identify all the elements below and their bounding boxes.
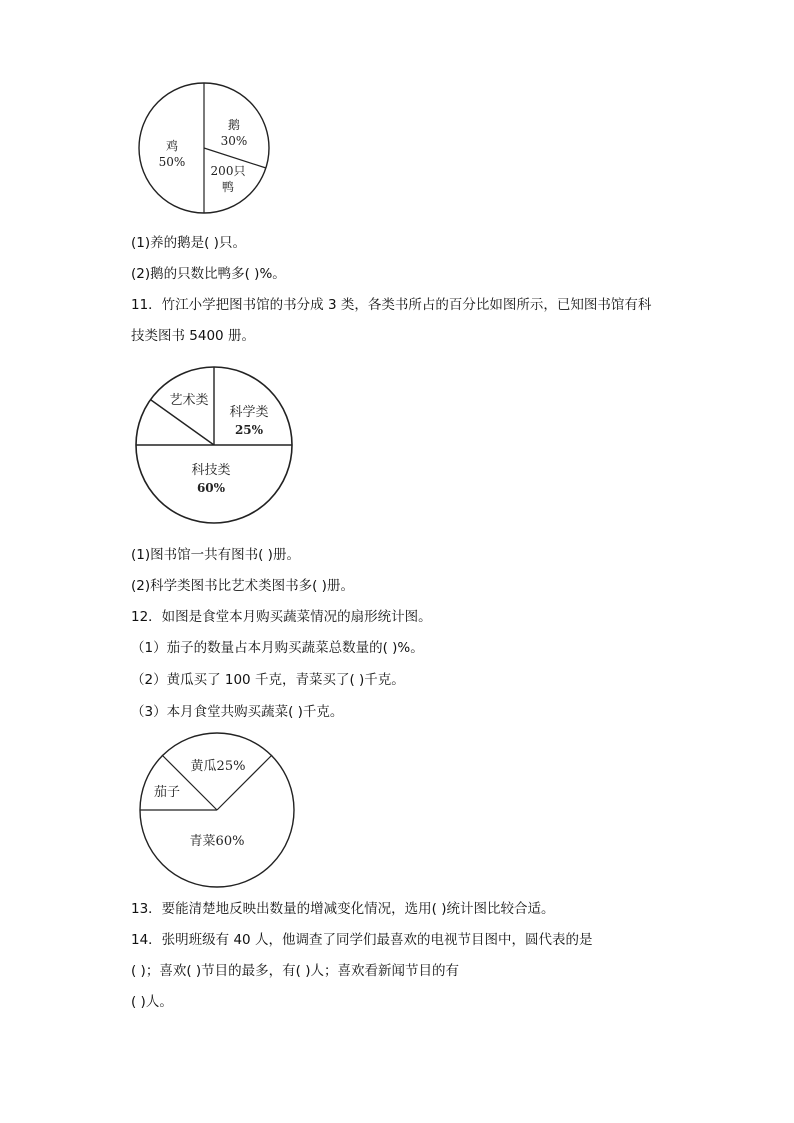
slice-label: 鸭 [221,180,235,194]
question-13-text: 13．要能清楚地反映出数量的增减变化情况，选用( )统计图比较合适。 [131,901,555,917]
question-10-part-1: (1)养的鹅是( )只。 [131,235,246,251]
slice-label: 鹅 [227,118,241,132]
question-14-text-line-1: 14．张明班级有 40 人，他调查了同学们最喜欢的电视节目图中，圆代表的是 [131,932,593,948]
slice-value-label: 50% [158,155,186,169]
question-12-part-3: （3）本月食堂共购买蔬菜( )千克。 [131,704,344,720]
slice-label: 鸡 [165,139,179,153]
question-12-part-1: （1）茄子的数量占本月购买蔬菜总数量的( )%。 [131,640,424,656]
question-14-text-line-2: ( )；喜欢( )节目的最多，有( )人；喜欢看新闻节目的有 [131,963,459,979]
slice-value-label: 60% [196,481,226,495]
slice-label: 科学类 [229,405,269,420]
pie-chart-library-books [136,367,296,527]
pie-chart-vegetables [139,732,299,892]
slice-label [190,833,245,849]
slice-label: 艺术类 [169,393,209,408]
slice-value-label: 60% [215,834,245,849]
slice-value-label: 30% [220,134,248,148]
slice-value-label: 25% [216,759,246,774]
question-14-text-line-3: ( )人。 [131,994,173,1010]
slice-label: 科技类 [191,463,231,478]
question-12-text-line-1: 12．如图是食堂本月购买蔬菜情况的扇形统计图。 [131,609,432,625]
slice-label: 黄瓜 [190,759,217,774]
slice-label [191,759,246,774]
slice-value-label: 25% [234,423,264,437]
pie-chart-poultry [134,83,274,223]
question-11-part-1: (1)图书馆一共有图书( )册。 [131,547,300,563]
question-11-part-2: (2)科学类图书比艺术类图书多( )册。 [131,578,354,594]
question-11-text-line-2: 技类图书 5400 册。 [131,328,255,344]
slice-label: 茄子 [153,785,181,800]
slice-value-label: 200只 [210,164,246,178]
slice-label: 青菜 [189,834,216,849]
question-10-part-2: (2)鹅的只数比鸭多( )%。 [131,266,286,282]
question-12-part-2: （2）黄瓜买了 100 千克，青菜买了( )千克。 [131,672,405,688]
question-11-text-line-1: 11．竹江小学把图书馆的书分成 3 类，各类书所占的百分比如图所示，已知图书馆有科 [131,297,652,313]
